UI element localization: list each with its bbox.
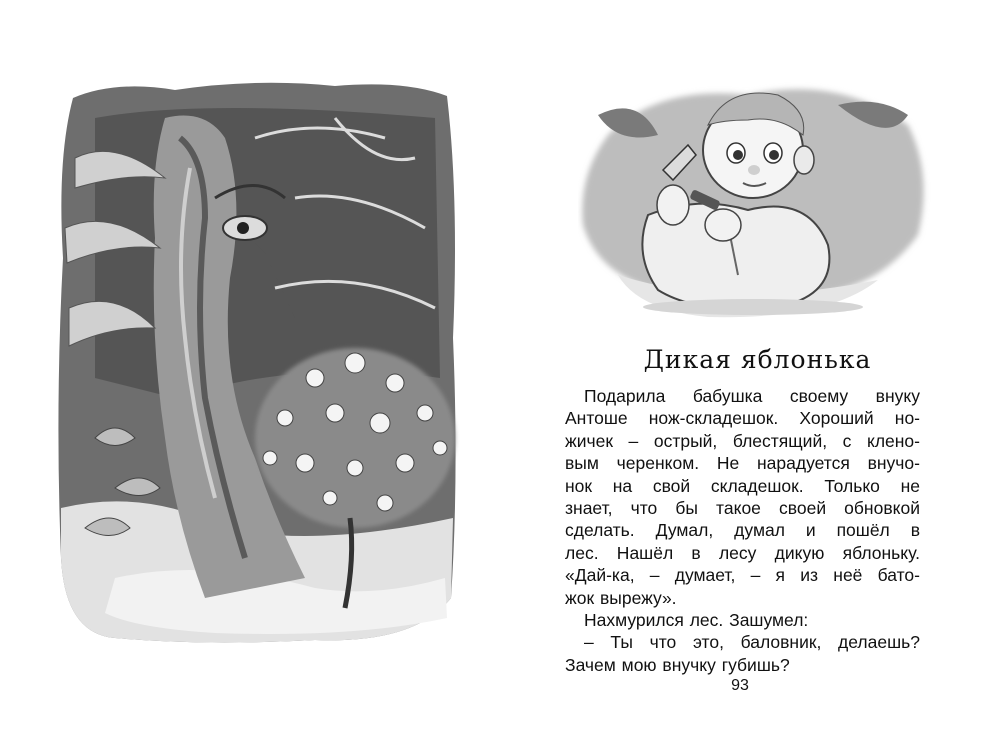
- forest-illustration: [55, 78, 460, 648]
- text-line: Антоше нож-складешок. Хороший но-: [565, 408, 920, 429]
- text-line: Зачем мою внучку губишь?: [565, 654, 790, 675]
- text-line: вым черенком. Не нарадуется внучо-: [565, 453, 920, 474]
- text-line: лес. Нашёл в лесу дикую яблоньку.: [565, 542, 920, 563]
- story-title: Дикая яблонька: [643, 345, 872, 374]
- story-body: [565, 385, 920, 676]
- text-line: жок вырежу».: [565, 587, 677, 608]
- boy-illustration: [578, 75, 933, 320]
- text-line: сделать. Думал, думал и пошёл в: [565, 520, 920, 541]
- text-line: Подарила бабушка своему внуку: [584, 386, 920, 406]
- text-line: «Дай-ка, – думает, – я из неё бато-: [565, 565, 920, 586]
- text-line: знает, что бы такое своей обновкой: [565, 498, 920, 519]
- text-line: нок на свой складешок. Только не: [565, 475, 920, 496]
- text-line: – Ты что это, баловник, делаешь?: [584, 632, 920, 653]
- text-line: Нахмурился лес. Зашумел:: [584, 610, 809, 631]
- text-line: жичек – острый, блестящий, с клено-: [565, 430, 920, 451]
- page-number: 93: [731, 677, 749, 694]
